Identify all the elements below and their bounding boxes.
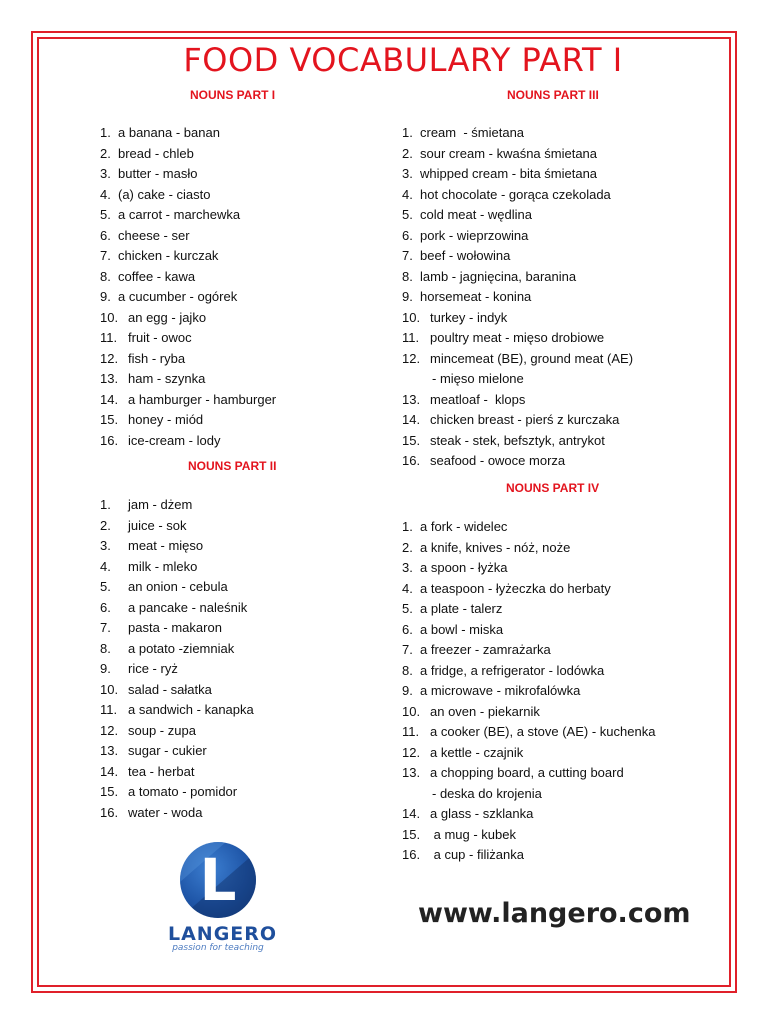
- list-item: [402, 681, 599, 702]
- list-item: [402, 579, 611, 600]
- item-number: 6.: [402, 227, 413, 243]
- item-text: a glass - szklanka: [430, 806, 534, 821]
- item-text: ice-cream - lody: [128, 432, 221, 448]
- item-number: 6.: [100, 227, 111, 243]
- item-text: salad - sałatka: [128, 681, 212, 697]
- item-text: lamb - jagnięcina, baranina: [420, 268, 577, 284]
- item-number: 4.: [402, 186, 413, 202]
- list-item: [100, 721, 276, 742]
- item-number: 10.: [402, 309, 421, 325]
- item-number: 9.: [100, 661, 111, 676]
- item-text: meat - mięso: [128, 538, 204, 553]
- item-number: 3.: [402, 166, 413, 181]
- item-text: horsemeat - konina: [420, 289, 532, 304]
- page-title: FOOD VOCABULARY PART I: [183, 41, 623, 79]
- item-text: chicken breast - pierś z kurczaka: [430, 412, 620, 427]
- item-number: 2.: [402, 539, 413, 555]
- list-item: [100, 205, 275, 226]
- list-item: [402, 640, 599, 661]
- list-item: [100, 762, 276, 783]
- item-text: a cooker (BE), a stove (AE) - kuchenka: [430, 724, 656, 739]
- list-item: [100, 598, 276, 619]
- item-number: 2.: [100, 145, 111, 161]
- item-number: 3.: [100, 166, 111, 181]
- list-item: [100, 123, 275, 144]
- list-item: [402, 620, 599, 641]
- item-number: 13.: [100, 371, 119, 386]
- item-text: a hamburger - hamburger: [128, 391, 277, 407]
- item-text: fruit - owoc: [128, 330, 192, 345]
- item-text: a carrot - marchewka: [118, 207, 241, 222]
- item-number: 15.: [402, 826, 421, 842]
- item-number: 15.: [402, 432, 421, 448]
- logo-tagline: passion for teaching: [172, 943, 264, 953]
- list-item: [402, 123, 599, 144]
- item-number: 16.: [100, 432, 119, 448]
- item-text: rice - ryż: [128, 661, 178, 676]
- list-item: [100, 577, 276, 598]
- item-text: a chopping board, a cutting board: [430, 765, 624, 780]
- list-item: [100, 618, 276, 639]
- item-text: a teaspoon - łyżeczka do herbaty: [420, 580, 611, 596]
- list-item: [100, 741, 276, 762]
- list-item: [402, 825, 599, 846]
- vocabulary-list: [402, 123, 634, 472]
- item-number: 12.: [100, 350, 119, 366]
- item-text: a potato -ziemniak: [128, 640, 235, 656]
- item-text: a bowl - miska: [420, 621, 504, 637]
- item-number: 9.: [402, 289, 413, 304]
- item-number: 5.: [402, 601, 413, 616]
- list-item: [402, 599, 599, 620]
- item-text: a cucumber - ogórek: [118, 289, 238, 304]
- item-text: a mug - kubek: [430, 826, 516, 842]
- item-number: 6.: [100, 599, 111, 615]
- item-text: pasta - makaron: [128, 620, 222, 635]
- item-text: whipped cream - bita śmietana: [420, 166, 598, 181]
- item-number: 16.: [402, 453, 421, 468]
- item-text: a pancake - naleśnik: [128, 599, 248, 615]
- item-text: beef - wołowina: [420, 248, 511, 263]
- item-number: 13.: [402, 391, 421, 407]
- list-item: [100, 185, 275, 206]
- vocabulary-list: [402, 517, 656, 866]
- section-heading: NOUNS PART IV: [506, 481, 600, 495]
- item-text: cream - śmietana: [420, 125, 525, 140]
- item-text: a sandwich - kanapka: [128, 702, 254, 717]
- item-number: 8.: [100, 640, 111, 656]
- list-item: [100, 495, 276, 516]
- logo-name: LANGERO: [168, 923, 278, 945]
- section-nouns-part-2: [100, 459, 276, 823]
- list-item: [402, 743, 599, 764]
- item-text: a tomato - pomidor: [128, 784, 238, 799]
- list-item: [402, 702, 599, 723]
- item-number: 12.: [402, 350, 421, 366]
- item-text: hot chocolate - gorąca czekolada: [420, 186, 611, 202]
- item-text: a freezer - zamrażarka: [420, 642, 551, 657]
- list-item: [402, 763, 624, 784]
- list-item: [100, 369, 275, 390]
- item-number: 13.: [402, 765, 421, 780]
- item-number: 16.: [100, 804, 119, 820]
- item-number: 8.: [402, 662, 413, 678]
- item-number: 5.: [100, 579, 111, 594]
- list-item: [402, 558, 599, 579]
- item-number: 12.: [402, 744, 421, 760]
- item-text: an egg - jajko: [128, 309, 207, 325]
- list-item: [402, 226, 599, 247]
- list-item: [402, 349, 634, 370]
- list-item: [100, 700, 276, 721]
- list-item: [100, 164, 275, 185]
- item-text: water - woda: [128, 804, 203, 820]
- item-number: 11.: [100, 330, 118, 345]
- item-number: 5.: [402, 207, 413, 222]
- item-text: honey - miód: [128, 412, 204, 427]
- item-number: 11.: [402, 724, 420, 739]
- item-number: 1.: [100, 125, 111, 140]
- list-item: [100, 639, 276, 660]
- list-item: [402, 287, 599, 308]
- item-text: coffee - kawa: [118, 268, 196, 284]
- item-continuation-text: - deska do krojenia: [432, 785, 542, 801]
- item-number: 2.: [402, 145, 413, 161]
- item-text: turkey - indyk: [430, 309, 508, 325]
- logo-emblem: [180, 842, 256, 918]
- item-text: fish - ryba: [128, 350, 186, 366]
- list-item: [100, 410, 275, 431]
- list-item: [402, 451, 599, 472]
- item-number: 1.: [402, 125, 413, 140]
- item-text: a knife, knives - nóż, noże: [420, 539, 571, 555]
- list-item: [402, 517, 599, 538]
- list-item: [100, 308, 275, 329]
- item-number: 6.: [402, 621, 413, 637]
- item-text: pork - wieprzowina: [420, 227, 529, 243]
- list-item: [100, 328, 275, 349]
- item-number: 7.: [100, 620, 111, 635]
- item-number: 1.: [100, 497, 111, 512]
- item-number: 10.: [402, 703, 421, 719]
- item-number: 5.: [100, 207, 111, 222]
- item-number: 8.: [402, 268, 413, 284]
- section-heading: NOUNS PART I: [190, 88, 276, 102]
- item-number: 11.: [402, 330, 420, 345]
- item-number: 12.: [100, 722, 119, 738]
- list-item: [402, 722, 656, 743]
- item-number: 14.: [100, 391, 119, 407]
- item-text: mincemeat (BE), ground meat (AE): [430, 350, 634, 366]
- item-number: 16.: [402, 847, 421, 862]
- list-item: [100, 680, 276, 701]
- item-text: soup - zupa: [128, 722, 196, 738]
- item-number: 8.: [100, 268, 111, 284]
- section-nouns-part-4: [402, 481, 656, 866]
- list-item: [100, 536, 276, 557]
- website-url: www.langero.com: [418, 898, 691, 929]
- vocabulary-list: [100, 495, 276, 823]
- section-heading: NOUNS PART II: [188, 459, 277, 473]
- item-text: juice - sok: [128, 517, 187, 533]
- list-item: [402, 308, 599, 329]
- item-text: cold meat - wędlina: [420, 207, 532, 222]
- item-number: 15.: [100, 412, 119, 427]
- item-text: sugar - cukier: [128, 743, 207, 758]
- item-number: 2.: [100, 517, 111, 533]
- item-number: 4.: [402, 580, 413, 596]
- item-text: a kettle - czajnik: [430, 744, 524, 760]
- item-text: a spoon - łyżka: [420, 560, 508, 575]
- list-item: [100, 659, 276, 680]
- item-text: cheese - ser: [118, 227, 190, 243]
- item-continuation-text: - mięso mielone: [432, 371, 524, 386]
- item-text: poultry meat - mięso drobiowe: [430, 330, 605, 345]
- list-item: [402, 205, 599, 226]
- item-text: tea - herbat: [128, 763, 195, 779]
- list-item: [402, 328, 605, 349]
- item-number: 10.: [100, 681, 119, 697]
- langero-logo: [168, 836, 278, 956]
- item-number: 9.: [100, 289, 111, 304]
- list-item: [402, 661, 605, 682]
- item-text: a plate - talerz: [420, 601, 503, 616]
- item-number: 14.: [402, 806, 421, 821]
- section-heading: NOUNS PART III: [507, 88, 599, 102]
- list-item: [402, 390, 599, 411]
- list-item: [100, 803, 276, 824]
- item-text: a microwave - mikrofalówka: [420, 683, 581, 698]
- list-item: [100, 226, 275, 247]
- list-item: [402, 164, 599, 185]
- item-text: meatloaf - klops: [430, 391, 526, 407]
- list-item: [402, 538, 599, 559]
- item-text: an onion - cebula: [128, 579, 228, 594]
- item-text: chicken - kurczak: [118, 248, 219, 263]
- item-text: ham - szynka: [128, 371, 206, 386]
- list-item-continuation: [402, 784, 599, 805]
- item-number: 11.: [100, 702, 118, 717]
- item-number: 3.: [402, 560, 413, 575]
- list-item: [402, 845, 599, 866]
- vocabulary-list: [100, 123, 275, 451]
- list-item: [100, 557, 276, 578]
- item-text: a cup - filiżanka: [430, 847, 524, 862]
- item-text: jam - dżem: [128, 497, 193, 512]
- item-number: 13.: [100, 743, 119, 758]
- item-number: 10.: [100, 309, 119, 325]
- list-item-continuation: [402, 369, 599, 390]
- list-item: [402, 804, 599, 825]
- item-text: steak - stek, befsztyk, antrykot: [430, 432, 605, 448]
- item-number: 14.: [402, 412, 421, 427]
- list-item: [100, 390, 275, 411]
- item-text: a fridge, a refrigerator - lodówka: [420, 662, 605, 678]
- item-number: 1.: [402, 519, 413, 534]
- list-item: [402, 185, 611, 206]
- item-number: 9.: [402, 683, 413, 698]
- list-item: [100, 516, 276, 537]
- list-item: [100, 431, 275, 452]
- item-text: bread - chleb: [118, 145, 194, 161]
- list-item: [402, 246, 599, 267]
- item-text: (a) cake - ciasto: [118, 186, 211, 202]
- item-text: a fork - widelec: [420, 519, 508, 534]
- list-item: [100, 287, 275, 308]
- item-number: 14.: [100, 763, 119, 779]
- section-nouns-part-1: [100, 88, 275, 451]
- list-item: [100, 246, 275, 267]
- item-number: 15.: [100, 784, 119, 799]
- item-text: a banana - banan: [118, 125, 220, 140]
- item-text: sour cream - kwaśna śmietana: [420, 145, 598, 161]
- list-item: [402, 267, 599, 288]
- item-number: 3.: [100, 538, 111, 553]
- list-item: [100, 782, 276, 803]
- list-item: [402, 410, 620, 431]
- item-number: 4.: [100, 558, 111, 574]
- item-text: seafood - owoce morza: [430, 453, 566, 468]
- list-item: [100, 144, 275, 165]
- item-text: butter - masło: [118, 166, 198, 181]
- item-text: an oven - piekarnik: [430, 703, 540, 719]
- list-item: [402, 144, 599, 165]
- list-item: [402, 431, 605, 452]
- logo-letter: L: [199, 846, 237, 914]
- item-number: 7.: [100, 248, 111, 263]
- list-item: [100, 267, 275, 288]
- item-number: 7.: [402, 642, 413, 657]
- item-number: 7.: [402, 248, 413, 263]
- item-text: milk - mleko: [128, 558, 198, 574]
- list-item: [100, 349, 275, 370]
- item-number: 4.: [100, 186, 111, 202]
- section-nouns-part-3: [402, 88, 634, 472]
